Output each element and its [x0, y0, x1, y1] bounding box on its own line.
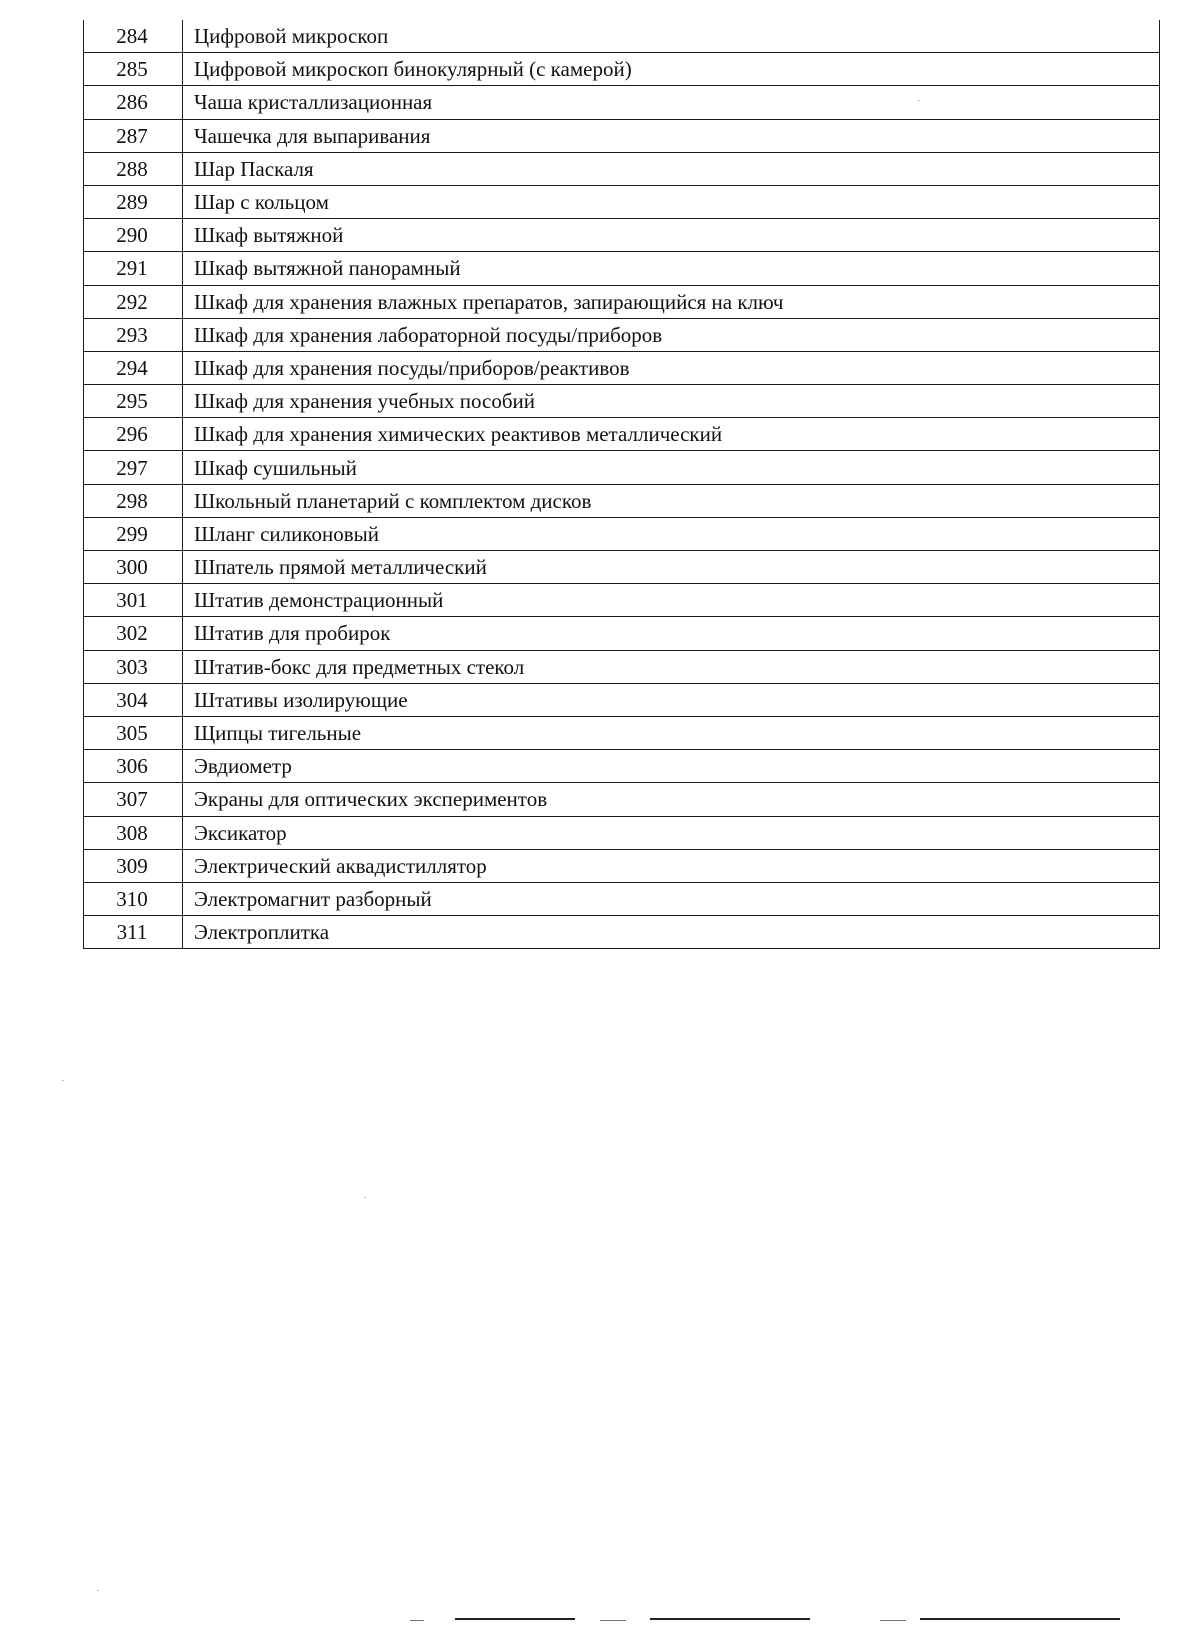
item-name-cell: Шар с кольцом — [183, 185, 1160, 218]
item-name-cell: Шкаф для хранения учебных пособий — [183, 385, 1160, 418]
item-name-cell: Штатив демонстрационный — [183, 584, 1160, 617]
item-name-cell: Шкаф для хранения влажных препаратов, запирающийся на ключ — [183, 285, 1160, 318]
item-name-cell: Электроплитка — [183, 916, 1160, 949]
item-name-cell: Эвдиометр — [183, 750, 1160, 783]
row-number-cell: 310 — [84, 882, 183, 915]
item-name-cell: Эксикатор — [183, 816, 1160, 849]
table-row — [84, 816, 1160, 849]
row-number-cell: 305 — [84, 716, 183, 749]
table-body — [84, 20, 1160, 949]
table-row — [84, 351, 1160, 384]
row-number-cell: 302 — [84, 617, 183, 650]
row-number-cell: 303 — [84, 650, 183, 683]
scan-mark — [600, 1620, 626, 1621]
item-name-cell: Школьный планетарий с комплектом дисков — [183, 484, 1160, 517]
table-row — [84, 750, 1160, 783]
row-number-cell: 300 — [84, 551, 183, 584]
table-row — [84, 849, 1160, 882]
row-number-cell: 308 — [84, 816, 183, 849]
table-row — [84, 683, 1160, 716]
scan-mark — [455, 1618, 575, 1620]
item-name-cell: Шкаф для хранения химических реактивов металлический — [183, 418, 1160, 451]
row-number-cell: 288 — [84, 152, 183, 185]
row-number-cell: 284 — [84, 20, 183, 53]
item-name-cell: Шланг силиконовый — [183, 517, 1160, 550]
table-row — [84, 318, 1160, 351]
scan-mark — [410, 1620, 424, 1621]
item-name-cell: Чашечка для выпаривания — [183, 119, 1160, 152]
table-row — [84, 783, 1160, 816]
table-row — [84, 451, 1160, 484]
row-number-cell: 294 — [84, 351, 183, 384]
table-row — [84, 418, 1160, 451]
row-number-cell: 298 — [84, 484, 183, 517]
row-number-cell: 287 — [84, 119, 183, 152]
item-name-cell: Шар Паскаля — [183, 152, 1160, 185]
row-number-cell: 292 — [84, 285, 183, 318]
scan-speck — [62, 1080, 64, 1081]
item-name-cell: Щипцы тигельные — [183, 716, 1160, 749]
scan-speck — [97, 1590, 99, 1591]
table-row — [84, 385, 1160, 418]
item-name-cell: Электрический аквадистиллятор — [183, 849, 1160, 882]
item-name-cell: Штатив-бокс для предметных стекол — [183, 650, 1160, 683]
table-row — [84, 517, 1160, 550]
item-name-cell: Электромагнит разборный — [183, 882, 1160, 915]
table-row — [84, 916, 1160, 949]
row-number-cell: 297 — [84, 451, 183, 484]
row-number-cell: 301 — [84, 584, 183, 617]
scan-mark — [650, 1618, 810, 1620]
row-number-cell: 304 — [84, 683, 183, 716]
table-row — [84, 484, 1160, 517]
item-name-cell: Экраны для оптических экспериментов — [183, 783, 1160, 816]
item-name-cell: Цифровой микроскоп — [183, 20, 1160, 53]
row-number-cell: 290 — [84, 219, 183, 252]
scan-artifacts — [0, 1610, 1200, 1632]
item-name-cell: Штативы изолирующие — [183, 683, 1160, 716]
table-row — [84, 716, 1160, 749]
table-row — [84, 119, 1160, 152]
row-number-cell: 285 — [84, 53, 183, 86]
table-row — [84, 285, 1160, 318]
item-name-cell: Шкаф для хранения лабораторной посуды/приборов — [183, 318, 1160, 351]
item-name-cell: Чаша кристаллизационная — [183, 86, 1160, 119]
item-name-cell: Штатив для пробирок — [183, 617, 1160, 650]
table-row — [84, 551, 1160, 584]
row-number-cell: 306 — [84, 750, 183, 783]
row-number-cell: 293 — [84, 318, 183, 351]
scan-speck — [364, 1197, 366, 1198]
table-row — [84, 252, 1160, 285]
row-number-cell: 291 — [84, 252, 183, 285]
row-number-cell: 311 — [84, 916, 183, 949]
table-row — [84, 219, 1160, 252]
item-name-cell: Шкаф вытяжной панорамный — [183, 252, 1160, 285]
item-name-cell: Шкаф вытяжной — [183, 219, 1160, 252]
row-number-cell: 307 — [84, 783, 183, 816]
row-number-cell: 289 — [84, 185, 183, 218]
row-number-cell: 309 — [84, 849, 183, 882]
item-name-cell: Шкаф для хранения посуды/приборов/реактивов — [183, 351, 1160, 384]
table-row — [84, 53, 1160, 86]
table-row — [84, 584, 1160, 617]
row-number-cell: 299 — [84, 517, 183, 550]
table-row — [84, 650, 1160, 683]
table-row — [84, 20, 1160, 53]
item-name-cell: Шкаф сушильный — [183, 451, 1160, 484]
table-row — [84, 617, 1160, 650]
table-row — [84, 86, 1160, 119]
scan-mark — [880, 1620, 906, 1621]
row-number-cell: 295 — [84, 385, 183, 418]
scan-mark — [920, 1618, 1120, 1620]
item-name-cell: Цифровой микроскоп бинокулярный (с камерой) — [183, 53, 1160, 86]
item-name-cell: Шпатель прямой металлический — [183, 551, 1160, 584]
row-number-cell: 286 — [84, 86, 183, 119]
table-row — [84, 152, 1160, 185]
table-row — [84, 882, 1160, 915]
scan-speck — [918, 100, 920, 101]
row-number-cell: 296 — [84, 418, 183, 451]
equipment-table — [83, 20, 1160, 949]
table-row — [84, 185, 1160, 218]
